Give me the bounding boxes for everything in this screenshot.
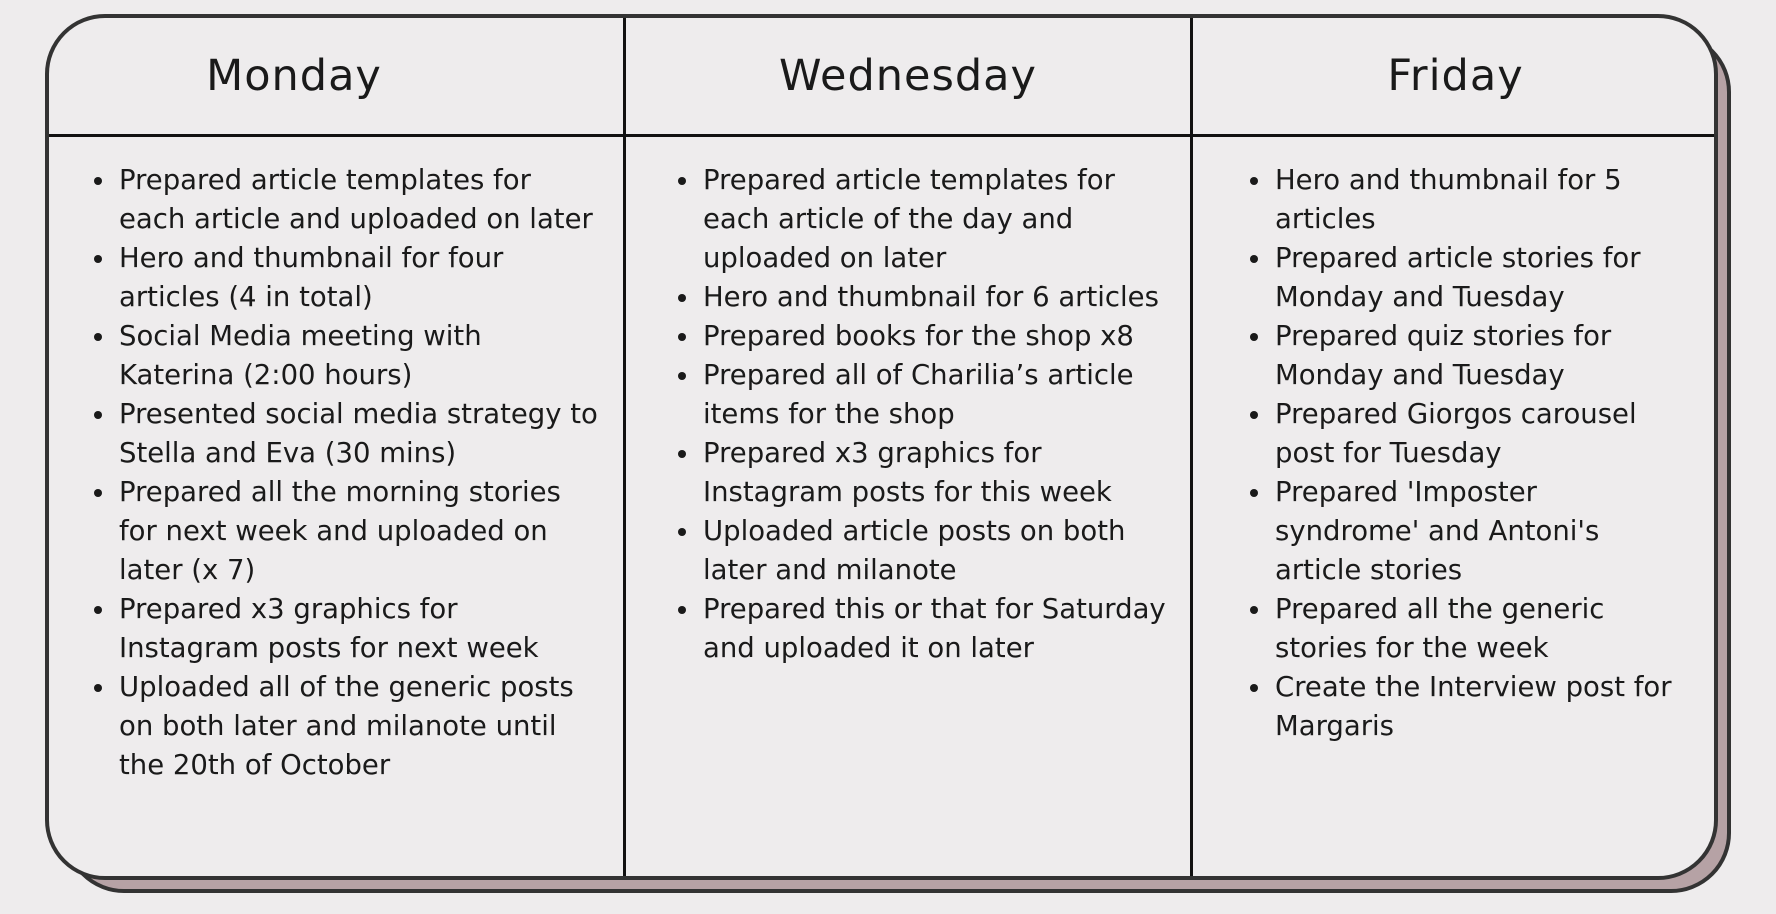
- list-item: • Prepared 'Imposter syndrome' and Antoni's article stories: [1273, 473, 1683, 590]
- column-body-monday: [95, 161, 605, 785]
- task-list-wednesday: [679, 161, 1179, 668]
- task-list-friday: [1251, 161, 1683, 746]
- list-item: • Hero and thumbnail for four articles (4 in total): [117, 239, 605, 317]
- list-item: • Prepared x3 graphics for Instagram posts for this week: [701, 434, 1179, 512]
- column-header-friday: Friday: [1387, 51, 1524, 101]
- column-divider-1: [623, 18, 626, 876]
- list-item: • Prepared books for the shop x8: [701, 317, 1179, 356]
- list-item: • Presented social media strategy to Stella and Eva (30 mins): [117, 395, 605, 473]
- list-item: • Prepared article templates for each article and uploaded on later: [117, 161, 605, 239]
- column-divider-2: [1190, 18, 1193, 876]
- list-item: • Hero and thumbnail for 6 articles: [701, 278, 1179, 317]
- list-item: • Prepared this or that for Saturday and uploaded it on later: [701, 590, 1179, 668]
- list-item: • Prepared article stories for Monday and Tuesday: [1273, 239, 1683, 317]
- column-body-friday: [1251, 161, 1683, 746]
- list-item: • Prepared all the generic stories for the week: [1273, 590, 1683, 668]
- task-list-monday: [95, 161, 605, 785]
- weekly-schedule-table: [45, 14, 1718, 880]
- list-item: • Prepared all of Charilia’s article items for the shop: [701, 356, 1179, 434]
- list-item: • Prepared x3 graphics for Instagram posts for next week: [117, 590, 605, 668]
- list-item: • Uploaded article posts on both later and milanote: [701, 512, 1179, 590]
- list-item: • Prepared Giorgos carousel post for Tuesday: [1273, 395, 1683, 473]
- list-item: • Social Media meeting with Katerina (2:00 hours): [117, 317, 605, 395]
- list-item: • Prepared all the morning stories for next week and uploaded on later (x 7): [117, 473, 605, 590]
- column-body-wednesday: [679, 161, 1179, 668]
- list-item: • Prepared quiz stories for Monday and Tuesday: [1273, 317, 1683, 395]
- list-item: • Uploaded all of the generic posts on both later and milanote until the 20th of October: [117, 668, 605, 785]
- column-header-monday: Monday: [206, 51, 382, 101]
- header-divider: [49, 134, 1714, 137]
- list-item: • Hero and thumbnail for 5 articles: [1273, 161, 1683, 239]
- column-header-wednesday: Wednesday: [779, 51, 1037, 101]
- list-item: • Create the Interview post for Margaris: [1273, 668, 1683, 746]
- list-item: • Prepared article templates for each article of the day and uploaded on later: [701, 161, 1179, 278]
